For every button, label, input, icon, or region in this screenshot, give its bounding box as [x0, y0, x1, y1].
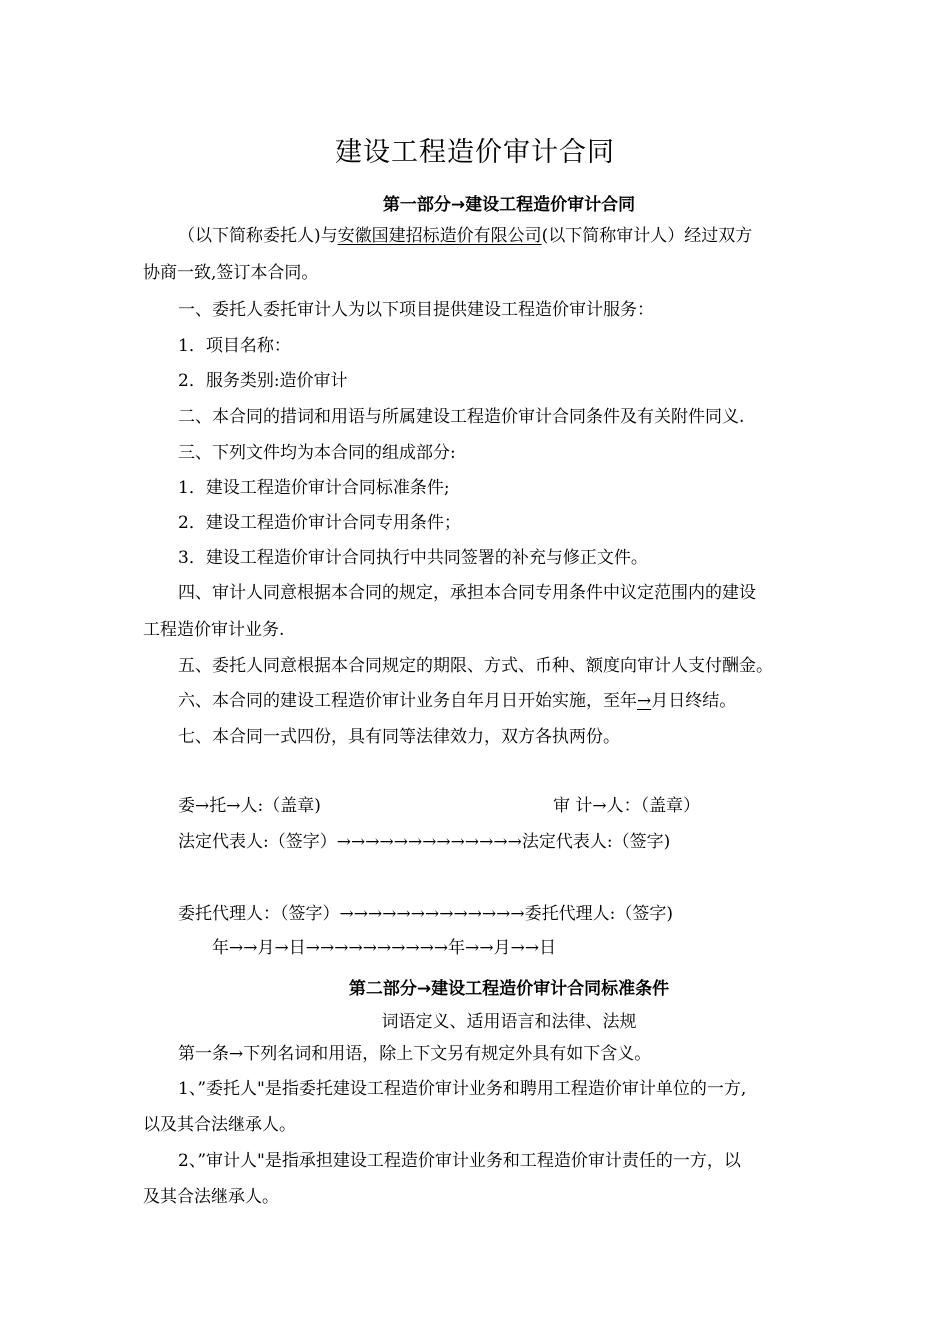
definition-1-line-1: 1、”委托人"是指委托建设工程造价审计业务和聘用工程造价审计单位的一方,	[178, 1079, 747, 1099]
signature-client-seal: 委→托→人:（盖章)	[178, 796, 321, 816]
clause-6	[178, 690, 736, 712]
clause-3: 三、下列文件均为本合同的组成部分:	[178, 443, 456, 463]
item-project-name: 1．项目名称：	[178, 336, 291, 356]
definition-2-line-1: 2、”审计人"是指承担建设工程造价审计业务和工程造价审计责任的一方，以	[178, 1151, 741, 1171]
doc-item-2: 2．建设工程造价审计合同专用条件；	[178, 513, 461, 533]
intro-text-a: （以下简称委托人)与	[178, 226, 338, 246]
intro-line-1	[178, 225, 752, 247]
item-service-type: 2．服务类别:造价审计	[178, 371, 348, 391]
signature-auditor-seal: 审 计→人：（盖章）	[553, 796, 701, 816]
intro-text-b: (以下简称审计人）经过双方	[541, 226, 753, 246]
clause-6-text-b: 月日终结。	[651, 691, 737, 711]
clause-6-text-a: 六、本合同的建设工程造价审计业务自年月日开始实施，至年	[178, 691, 637, 711]
clause-5: 五、委托人同意根据本合同规定的期限、方式、币种、额度向审计人支付酬金。	[178, 656, 773, 676]
intro-line-2: 协商一致,签订本合同。	[143, 263, 319, 283]
part2-heading: 第二部分→建设工程造价审计合同标准条件	[348, 979, 670, 999]
clause-2: 二、本合同的措词和用语与所属建设工程造价审计合同条件及有关附件同义.	[178, 407, 745, 427]
doc-item-1: 1．建设工程造价审计合同标准条件;	[178, 478, 450, 498]
article-1: 第一条→下列名词和用语，除上下文另有规定外具有如下含义。	[178, 1044, 652, 1064]
signature-legal-reps: 法定代表人:（签字）→→→→→→→→→→→→→法定代表人:（签字)	[178, 832, 671, 852]
signature-dates: 年→→月→日→→→→→→→→→→年→→月→→日	[212, 938, 557, 958]
clause-7: 七、本合同一式四份，具有同等法律效力，双方各执两份。	[178, 727, 620, 747]
part1-heading: 第一部分→建设工程造价审计合同	[382, 195, 636, 215]
part2-subheading: 词语定义、适用语言和法律、法规	[381, 1012, 637, 1032]
signature-agents: 委托代理人：（签字）→→→→→→→→→→→→→委托代理人:（签字)	[178, 904, 674, 924]
document-title: 建设工程造价审计合同	[335, 137, 615, 168]
clause-4-line-2: 工程造价审计业务.	[143, 620, 285, 640]
doc-item-3: 3．建设工程造价审计合同执行中共同签署的补充与修正文件。	[178, 548, 648, 568]
clause-1: 一、委托人委托审计人为以下项目提供建设工程造价审计服务：	[178, 300, 654, 320]
definition-2-line-2: 及其合法继承人。	[143, 1187, 279, 1207]
clause-4-line-1: 四、审计人同意根据本合同的规定，承担本合同专用条件中议定范围内的建设	[178, 583, 756, 603]
definition-1-line-2: 以及其合法继承人。	[143, 1115, 296, 1135]
company-name: 安徽国建招标造价有限公司	[337, 226, 542, 246]
clause-6-blank: →	[637, 691, 652, 711]
